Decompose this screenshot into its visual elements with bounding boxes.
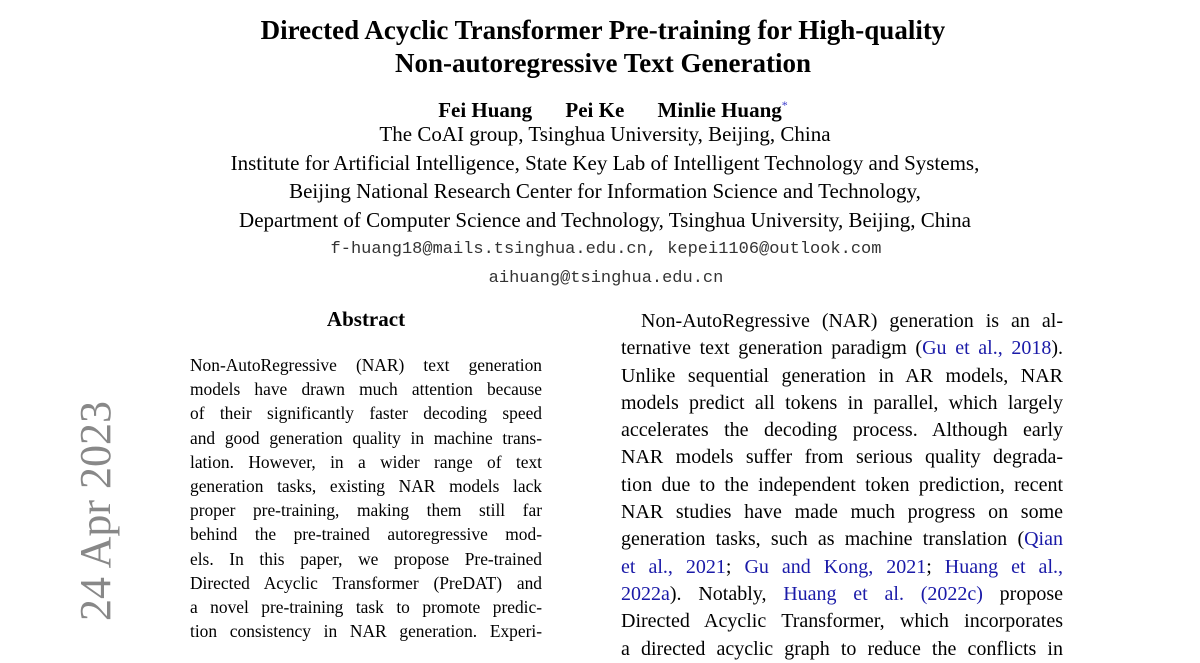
- author-name: Fei Huang: [438, 98, 533, 122]
- intro-line: [621, 526, 1063, 553]
- abstract-line: behind the pre-trained autoregressive mod-: [190, 524, 542, 545]
- affiliation-line: The CoAI group, Tsinghua University, Beijing, China: [379, 122, 831, 146]
- abstract-line: generation tasks, existing NAR models lack: [190, 476, 542, 497]
- intro-text-run: ;: [926, 555, 945, 578]
- intro-line: models predict all tokens in parallel, which largely: [621, 391, 1063, 414]
- citation-link[interactable]: 2022a: [621, 582, 670, 605]
- intro-text-run: ternative text generation paradigm (: [621, 337, 923, 360]
- paper-title-line: Directed Acyclic Transformer Pre-training for High-quality: [260, 15, 946, 45]
- affiliation-list: [0, 120, 1200, 234]
- citation-link[interactable]: Gu et al., 2018: [922, 337, 1052, 360]
- abstract-line: Directed Acyclic Transformer (PreDAT) and: [190, 572, 542, 593]
- citation-link[interactable]: Gu and Kong, 2021: [744, 555, 927, 578]
- citation-link[interactable]: Huang et al. (2022c): [783, 582, 983, 605]
- author-name: Pei Ke: [565, 98, 625, 122]
- intro-line: a directed acyclic graph to reduce the conflicts in: [621, 637, 1063, 660]
- citation-link[interactable]: et al., 2021: [621, 555, 726, 578]
- abstract-text: [190, 353, 542, 643]
- abstract-line: lation. However, in a wider range of text: [190, 451, 542, 472]
- intro-line: [621, 554, 1063, 581]
- paper-title-line: Non-autoregressive Text Generation: [395, 48, 811, 78]
- intro-text-run: ;: [725, 555, 745, 578]
- abstract-heading: Abstract: [326, 307, 406, 331]
- intro-line: tion due to the independent token prediction, recent: [621, 473, 1063, 496]
- intro-line: [621, 335, 1063, 362]
- corresponding-author-mark[interactable]: *: [781, 98, 788, 112]
- citation-link[interactable]: Qian: [1024, 528, 1063, 551]
- affiliation-line: Department of Computer Science and Technology, Tsinghua University, Beijing, China: [239, 207, 971, 232]
- abstract-line: Non-AutoRegressive (NAR) text generation: [190, 355, 542, 375]
- abstract-line: proper pre-training, making them still far: [190, 500, 542, 521]
- intro-line: NAR models suffer from serious quality degrada-: [621, 446, 1063, 469]
- intro-text-run: ). Notably,: [669, 582, 784, 605]
- intro-line: NAR studies have made much progress on some: [621, 501, 1063, 524]
- affiliation-line: Beijing National Research Center for Information Science and Technology,: [289, 179, 921, 203]
- abstract-line: tion consistency in NAR generation. Experi-: [190, 621, 542, 642]
- intro-line: accelerates the decoding process. Although early: [621, 419, 1063, 442]
- author-name-text: Minlie Huang: [657, 98, 782, 122]
- intro-line: Unlike sequential generation in AR models, NAR: [621, 364, 1063, 387]
- intro-line: [621, 581, 1063, 608]
- abstract-line: a novel pre-training task to promote predic-: [190, 597, 542, 618]
- abstract-line: els. In this paper, we propose Pre-trained: [190, 548, 542, 569]
- intro-text-run: propose: [982, 582, 1063, 605]
- intro-text: [621, 308, 1063, 663]
- intro-line: Non-AutoRegressive (NAR) generation is an al-: [641, 310, 1063, 332]
- affiliation-line: Institute for Artificial Intelligence, State Key Lab of Intelligent Technology and Systems,: [230, 150, 980, 175]
- author-list: [0, 92, 1200, 123]
- paper-title: [0, 14, 1200, 80]
- email-line: f-huang18@mails.tsinghua.edu.cn, kepei1106@outlook.com: [330, 240, 882, 259]
- email-list: [0, 236, 1200, 293]
- intro-text-run: generation tasks, such as machine translation (: [621, 528, 1025, 551]
- author-name: [658, 92, 788, 123]
- arxiv-date-stamp: 24 Apr 2023: [71, 401, 120, 621]
- intro-line: Directed Acyclic Transformer, which incorporates: [621, 610, 1063, 633]
- email-line: aihuang@tsinghua.edu.cn: [488, 268, 724, 288]
- abstract-line: models have drawn much attention because: [190, 379, 542, 400]
- abstract-line: and good generation quality in machine trans-: [190, 427, 542, 448]
- intro-text-run: ).: [1051, 337, 1064, 360]
- abstract-line: of their significantly faster decoding speed: [190, 403, 542, 424]
- citation-link[interactable]: Huang et al.,: [944, 555, 1063, 578]
